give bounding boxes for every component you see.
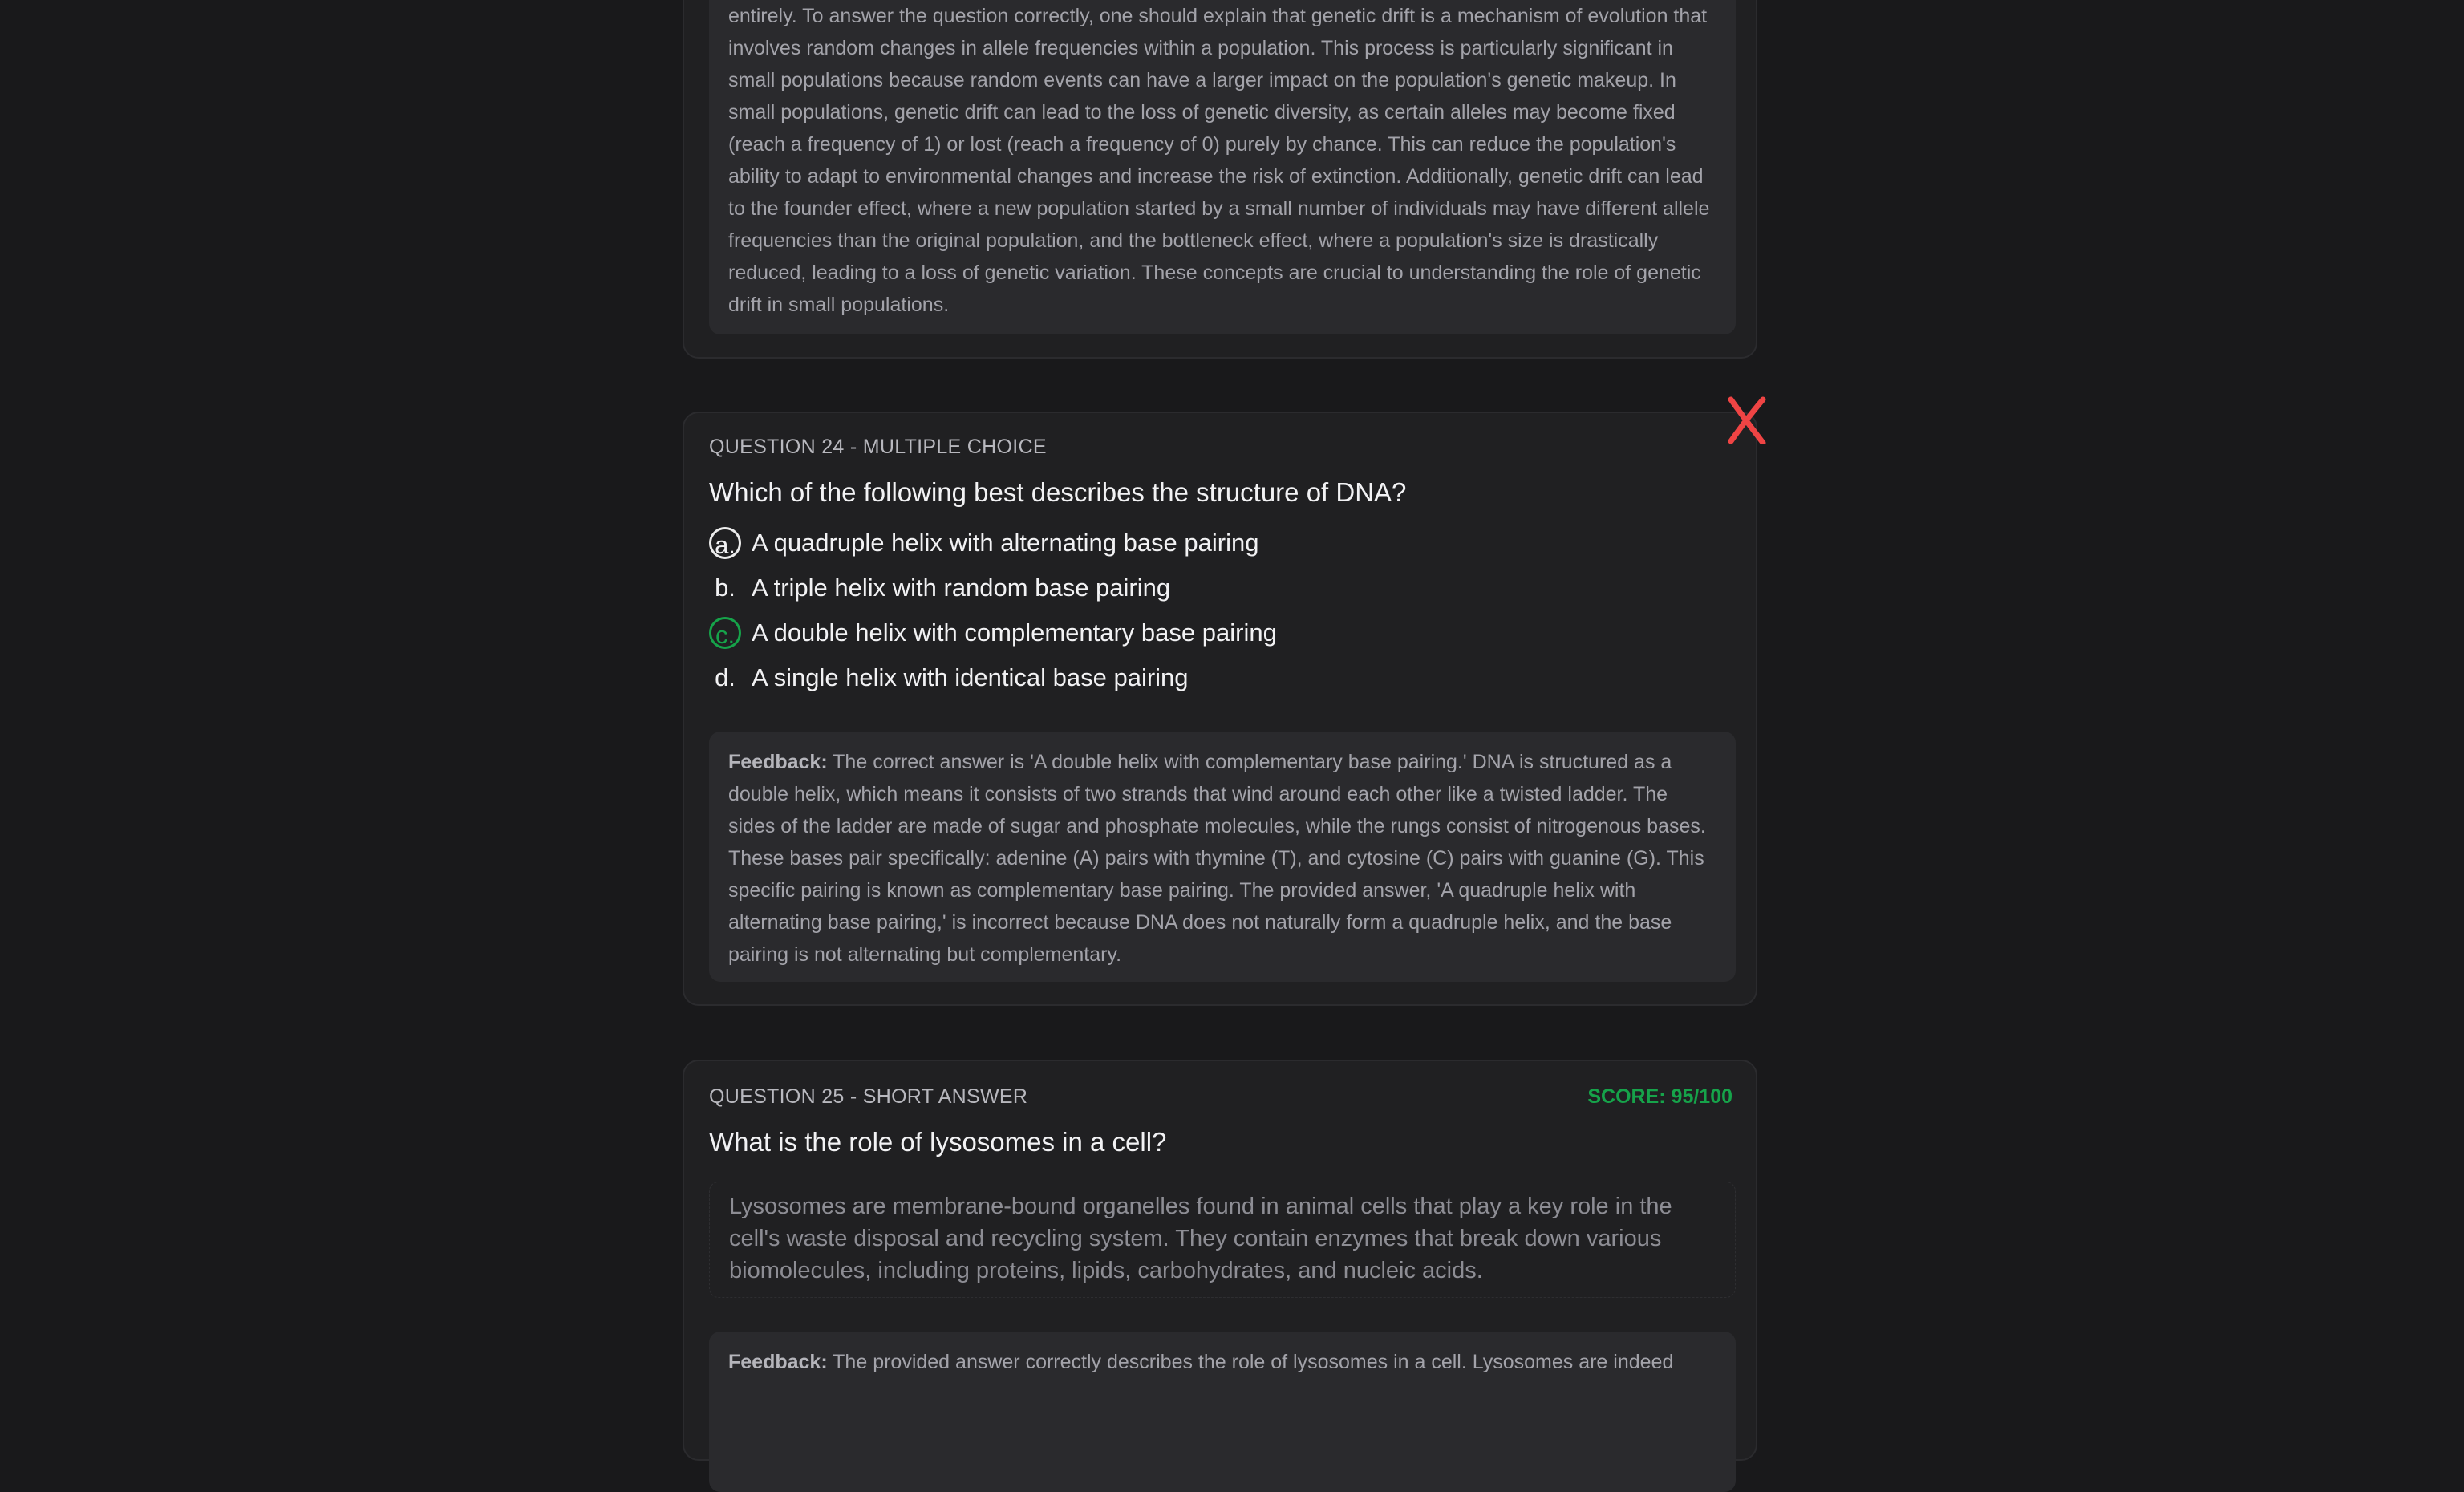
question-title: What is the role of lysosomes in a cell? — [709, 1127, 1167, 1157]
question-25-card — [683, 1060, 1757, 1461]
feedback-label: Feedback: — [728, 1351, 828, 1373]
option-letter-correct: c. — [709, 617, 741, 649]
feedback-text: entirely. To answer the question correctly, one should explain that genetic drift is a mechanism of evolution that involves random changes in allele frequencies within a population. This process is particularly significant in small populations because random events can have a larger impact on the population's genetic makeup. In small populations, genetic drift can lead to the loss of genetic diversity, as certain alleles may become fixed (reach a frequency of 1) or lost (reach a frequency of 0) purely by chance. This can reduce the population's ability to adapt to environmental changes and increase the risk of extinction. Additionally, genetic drift can lead to the founder effect, where a new population started by a small number of individuals may have different allele frequencies than the original population, and the bottleneck effect, where a population's size is drastically reduced, leading to a loss of genetic variation. These concepts are crucial to understanding the role of genetic drift in small populations. — [728, 5, 1710, 316]
option-c[interactable] — [709, 613, 1277, 653]
option-text: A triple helix with random base pairing — [752, 574, 1171, 602]
question-label: QUESTION 24 - MULTIPLE CHOICE — [709, 436, 1047, 458]
option-text: A quadruple helix with alternating base pairing — [752, 529, 1259, 557]
answer-textarea[interactable]: Lysosomes are membrane-bound organelles found in animal cells that play a key role in the cell's waste disposal and recycling system. They contain enzymes that break down various biomolecules, including proteins, lipids, carbohydrates, and nucleic acids. — [709, 1182, 1736, 1298]
question-title: Which of the following best describes the structure of DNA? — [709, 477, 1407, 507]
question-23-card — [683, 0, 1757, 359]
option-a[interactable] — [709, 523, 1258, 563]
option-text: A double helix with complementary base pairing — [752, 618, 1277, 647]
incorrect-x-icon — [1726, 396, 1768, 444]
option-letter-selected: a. — [709, 527, 741, 559]
option-letter: b. — [715, 574, 736, 602]
feedback-box — [709, 732, 1736, 982]
option-letter: d. — [715, 663, 736, 691]
option-d[interactable] — [709, 658, 1189, 698]
feedback-text: The provided answer correctly describes the role of lysosomes in a cell. Lysosomes are indeed — [827, 1351, 1674, 1373]
question-label: QUESTION 25 - SHORT ANSWER — [709, 1085, 1028, 1108]
feedback-box — [709, 1332, 1736, 1492]
score-badge: SCORE: 95/100 — [1587, 1085, 1732, 1108]
option-text: A single helix with identical base pairing — [752, 663, 1189, 691]
feedback-label: Feedback: — [728, 751, 828, 773]
option-b[interactable] — [709, 568, 1170, 608]
question-24-card — [683, 412, 1757, 1006]
feedback-text: The correct answer is 'A double helix with complementary base pairing.' DNA is structured as a double helix, which means it consists of two strands that wind around each other like a twisted ladder. The sides of the ladder are made of sugar and phosphate molecules, while the rungs consist of nitrogenous bases. These bases pair specifically: adenine (A) pairs with thymine (T), and cytosine (C) pairs with guanine (G). This specific pairing is known as complementary base pairing. The provided answer, 'A quadruple helix with alternating base pairing,' is incorrect because DNA does not naturally form a quadruple helix, and the base pairing is not alternating but complementary. — [728, 751, 1706, 966]
feedback-box — [709, 0, 1736, 334]
